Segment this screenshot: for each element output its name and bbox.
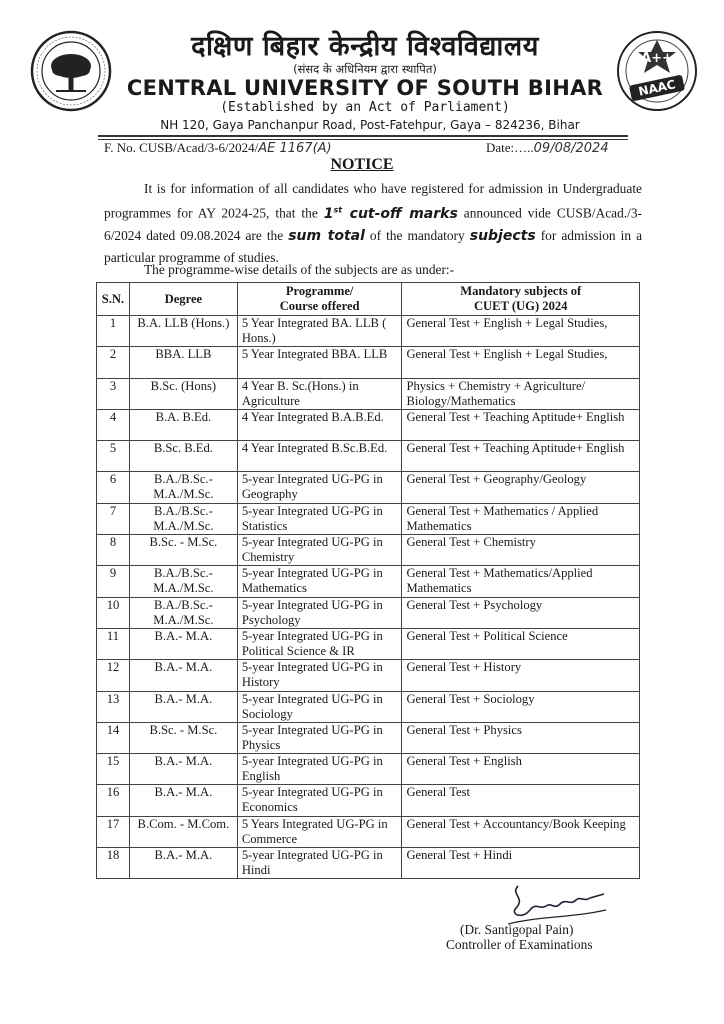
cell-degree: B.Sc. (Hons) bbox=[129, 378, 237, 409]
cell-subjects: Physics + Chemistry + Agriculture/ Biology/Mathematics bbox=[402, 378, 640, 409]
cell-programme: 4 Year Integrated B.A.B.Ed. bbox=[237, 409, 402, 440]
cell-degree: B.Sc. - M.Sc. bbox=[129, 722, 237, 753]
table-row bbox=[97, 597, 640, 628]
para-text-4: for admission in a particular programme of studies. bbox=[104, 227, 643, 265]
cell-subjects: General Test + English + Legal Studies, bbox=[402, 316, 640, 347]
table-row bbox=[97, 785, 640, 816]
header-subjects: Mandatory subjects of CUET (UG) 2024 bbox=[402, 283, 640, 316]
programme-subjects-table bbox=[96, 282, 640, 879]
cell-subjects: General Test + Teaching Aptitude+ English bbox=[402, 441, 640, 472]
cell-programme: 5-year Integrated UG-PG in Sociology bbox=[237, 691, 402, 722]
cell-degree: B.A.- M.A. bbox=[129, 660, 237, 691]
emph-sum-total: sum total bbox=[288, 227, 365, 244]
signatory-designation: Controller of Examinations bbox=[446, 937, 593, 952]
handwritten-dispatch-number: AE 1167(A) bbox=[258, 141, 332, 156]
cell-programme: 5-year Integrated UG-PG in Geography bbox=[237, 472, 402, 503]
cell-sn: 1 bbox=[97, 316, 130, 347]
handwritten-signature-icon bbox=[500, 880, 610, 928]
cell-subjects: General Test + Accountancy/Book Keeping bbox=[402, 816, 640, 847]
notice-date bbox=[486, 140, 609, 156]
cell-subjects: General Test bbox=[402, 785, 640, 816]
cell-degree: B.Com. - M.Com. bbox=[129, 816, 237, 847]
table-row bbox=[97, 691, 640, 722]
table-row bbox=[97, 628, 640, 659]
cell-sn: 16 bbox=[97, 785, 130, 816]
cell-sn: 6 bbox=[97, 472, 130, 503]
cell-subjects: General Test + English bbox=[402, 754, 640, 785]
cell-sn: 11 bbox=[97, 628, 130, 659]
cell-subjects: General Test + Political Science bbox=[402, 628, 640, 659]
cell-sn: 7 bbox=[97, 503, 130, 534]
cell-degree: B.A.- M.A. bbox=[129, 754, 237, 785]
table-row bbox=[97, 816, 640, 847]
cell-programme: 5-year Integrated UG-PG in Political Science & IR bbox=[237, 628, 402, 659]
cell-subjects: General Test + Mathematics / Applied Mathematics bbox=[402, 503, 640, 534]
cell-programme: 5-year Integrated UG-PG in Hindi bbox=[237, 848, 402, 879]
cell-programme: 5 Year Integrated BBA. LLB bbox=[237, 347, 402, 378]
table-row bbox=[97, 722, 640, 753]
university-name-hindi: दक्षिण बिहार केन्द्रीय विश्वविद्यालय bbox=[191, 31, 539, 62]
cell-subjects: General Test + Physics bbox=[402, 722, 640, 753]
cell-programme: 4 Year Integrated B.Sc.B.Ed. bbox=[237, 441, 402, 472]
cell-sn: 17 bbox=[97, 816, 130, 847]
table-row bbox=[97, 535, 640, 566]
header-divider bbox=[98, 135, 628, 137]
table-row bbox=[97, 503, 640, 534]
cell-degree: B.A./B.Sc.- M.A./M.Sc. bbox=[129, 597, 237, 628]
cell-degree: B.A.- M.A. bbox=[129, 785, 237, 816]
cell-programme: 5-year Integrated UG-PG in Mathematics bbox=[237, 566, 402, 597]
university-name-english: CENTRAL UNIVERSITY OF SOUTH BIHAR bbox=[126, 76, 604, 100]
file-number bbox=[104, 140, 332, 156]
cell-programme: 5-year Integrated UG-PG in Psychology bbox=[237, 597, 402, 628]
signatory-name: (Dr. Santigopal Pain) bbox=[460, 922, 574, 937]
cell-programme: 5 Year Integrated BA. LLB ( Hons.) bbox=[237, 316, 402, 347]
cell-programme: 5-year Integrated UG-PG in History bbox=[237, 660, 402, 691]
handwritten-date: 09/08/2024 bbox=[533, 141, 609, 156]
cell-degree: B.A.- M.A. bbox=[129, 848, 237, 879]
cell-sn: 15 bbox=[97, 754, 130, 785]
cell-subjects: General Test + Sociology bbox=[402, 691, 640, 722]
cell-programme: 5-year Integrated UG-PG in Physics bbox=[237, 722, 402, 753]
cell-programme: 5-year Integrated UG-PG in Economics bbox=[237, 785, 402, 816]
cell-subjects: General Test + Geography/Geology bbox=[402, 472, 640, 503]
table-row bbox=[97, 378, 640, 409]
cell-degree: B.A. LLB (Hons.) bbox=[129, 316, 237, 347]
cell-subjects: General Test + Hindi bbox=[402, 848, 640, 879]
cell-sn: 9 bbox=[97, 566, 130, 597]
cell-sn: 18 bbox=[97, 848, 130, 879]
header-programme: Programme/ Course offered bbox=[237, 283, 402, 316]
cell-subjects: General Test + Chemistry bbox=[402, 535, 640, 566]
table-row bbox=[97, 566, 640, 597]
notice-paragraph bbox=[104, 178, 642, 268]
cell-degree: B.A. B.Ed. bbox=[129, 409, 237, 440]
cell-programme: 5-year Integrated UG-PG in Statistics bbox=[237, 503, 402, 534]
cell-degree: B.A.- M.A. bbox=[129, 691, 237, 722]
cell-subjects: General Test + Teaching Aptitude+ English bbox=[402, 409, 640, 440]
cell-subjects: General Test + Psychology bbox=[402, 597, 640, 628]
table-row bbox=[97, 316, 640, 347]
cell-sn: 12 bbox=[97, 660, 130, 691]
cell-sn: 13 bbox=[97, 691, 130, 722]
cell-sn: 3 bbox=[97, 378, 130, 409]
cell-sn: 10 bbox=[97, 597, 130, 628]
table-row bbox=[97, 472, 640, 503]
cell-sn: 4 bbox=[97, 409, 130, 440]
emph-first: 1st cut-off marks bbox=[323, 205, 458, 222]
header-sn: S.N. bbox=[97, 283, 130, 316]
table-row bbox=[97, 660, 640, 691]
cell-sn: 2 bbox=[97, 347, 130, 378]
cell-degree: B.A./B.Sc.- M.A./M.Sc. bbox=[129, 472, 237, 503]
table-row bbox=[97, 848, 640, 879]
cell-programme: 5 Years Integrated UG-PG in Commerce bbox=[237, 816, 402, 847]
emph-subjects: subjects bbox=[469, 227, 536, 244]
table-row bbox=[97, 441, 640, 472]
notice-title: NOTICE bbox=[330, 156, 394, 173]
naac-badge-label: NAAC bbox=[637, 77, 677, 99]
file-number-prefix: F. No. CUSB/Acad/3-6/2024/ bbox=[104, 140, 259, 155]
cell-programme: 4 Year B. Sc.(Hons.) in Agriculture bbox=[237, 378, 402, 409]
table-header-row bbox=[97, 283, 640, 316]
cell-sn: 8 bbox=[97, 535, 130, 566]
cell-degree: B.Sc. - M.Sc. bbox=[129, 535, 237, 566]
para-text-2: announced vide CUSB/Acad./3-6/2024 dated 09.08.2024 are the bbox=[104, 205, 642, 243]
cell-degree: B.Sc. B.Ed. bbox=[129, 441, 237, 472]
university-emblem-icon bbox=[30, 30, 112, 112]
cell-programme: 5-year Integrated UG-PG in English bbox=[237, 754, 402, 785]
naac-badge-icon bbox=[616, 30, 698, 112]
cell-degree: B.A./B.Sc.- M.A./M.Sc. bbox=[129, 503, 237, 534]
date-label: Date:….. bbox=[486, 140, 534, 155]
cell-subjects: General Test + English + Legal Studies, bbox=[402, 347, 640, 378]
cell-sn: 14 bbox=[97, 722, 130, 753]
naac-grade-label: A++ bbox=[641, 51, 673, 66]
cell-subjects: General Test + Mathematics/Applied Mathematics bbox=[402, 566, 640, 597]
details-intro: The programme-wise details of the subjects are as under:- bbox=[144, 262, 455, 277]
establishment-note-english: (Established by an Act of Parliament) bbox=[220, 100, 510, 115]
table-row bbox=[97, 347, 640, 378]
cell-degree: B.A.- M.A. bbox=[129, 628, 237, 659]
cell-programme: 5-year Integrated UG-PG in Chemistry bbox=[237, 535, 402, 566]
para-text-3: of the mandatory bbox=[364, 227, 470, 243]
cell-degree: B.A./B.Sc.- M.A./M.Sc. bbox=[129, 566, 237, 597]
para-text-1: It is for information of all candidates who have registered for admission in Undergraduate programmes for AY 2024-25, that the bbox=[104, 181, 642, 221]
table-row bbox=[97, 409, 640, 440]
establishment-note-hindi: (संसद के अधिनियम द्वारा स्थापित) bbox=[293, 62, 437, 76]
header-degree: Degree bbox=[129, 283, 237, 316]
cell-subjects: General Test + History bbox=[402, 660, 640, 691]
table-row bbox=[97, 754, 640, 785]
cell-sn: 5 bbox=[97, 441, 130, 472]
university-address: NH 120, Gaya Panchanpur Road, Post-Fatehpur, Gaya – 824236, Bihar bbox=[160, 118, 580, 132]
cell-degree: BBA. LLB bbox=[129, 347, 237, 378]
